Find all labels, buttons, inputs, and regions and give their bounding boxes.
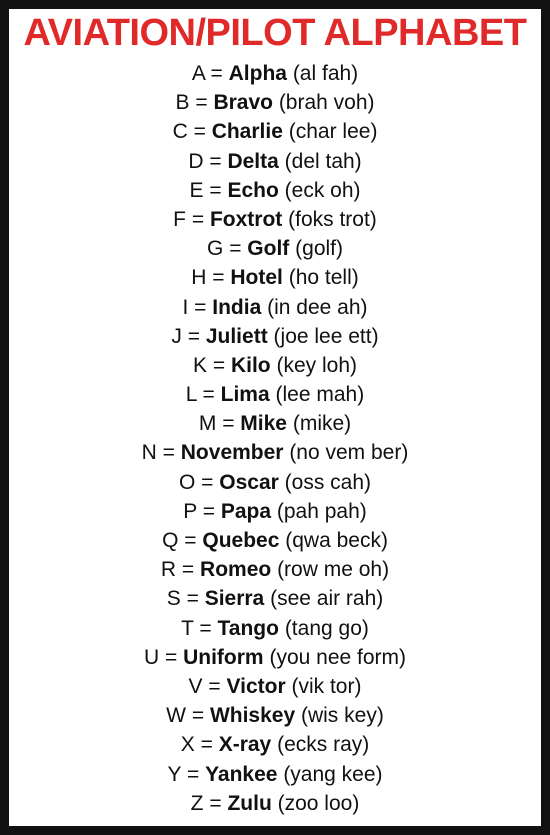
entry-letter: Q xyxy=(162,529,179,552)
equals-sign: = xyxy=(210,62,223,85)
entry-pronunciation: (lee mah) xyxy=(275,383,365,407)
entry-pronunciation: (row me oh) xyxy=(277,558,390,582)
entry-pronunciation: (yang kee) xyxy=(283,762,383,786)
equals-sign: = xyxy=(212,266,225,290)
entry-codeword: Quebec xyxy=(202,529,280,552)
entry-letter: H xyxy=(191,266,207,290)
entry-codeword: Juliett xyxy=(205,324,268,348)
equals-sign: = xyxy=(222,412,235,436)
entry-letter: X xyxy=(180,733,195,757)
alphabet-entry xyxy=(9,234,541,263)
entry-codeword: Uniform xyxy=(183,645,264,669)
entry-codeword: Tango xyxy=(217,616,279,640)
alphabet-entry xyxy=(9,351,541,380)
alphabet-entry xyxy=(9,176,541,205)
entry-codeword: Mike xyxy=(240,412,287,436)
entry-letter: I xyxy=(182,295,189,319)
entry-letter: P xyxy=(183,499,197,523)
entry-pronunciation: (brah voh) xyxy=(278,91,375,115)
entry-pronunciation: (tang go) xyxy=(284,616,369,640)
page-title: AVIATION/PILOT ALPHABET xyxy=(23,12,527,54)
alphabet-entry xyxy=(9,672,541,701)
entry-letter: M xyxy=(198,412,217,436)
entry-letter: U xyxy=(143,645,160,669)
entry-letter: S xyxy=(166,587,181,611)
entry-pronunciation: (key loh) xyxy=(276,353,357,377)
equals-sign: = xyxy=(209,791,222,815)
entry-codeword: November xyxy=(180,441,284,465)
entry-pronunciation: (you nee form) xyxy=(269,645,407,669)
alphabet-entry xyxy=(9,760,541,789)
entry-pronunciation: (foks trot) xyxy=(288,207,377,231)
equals-sign: = xyxy=(194,295,207,319)
equals-sign: = xyxy=(186,762,200,786)
entry-letter: L xyxy=(185,383,197,407)
alphabet-entry xyxy=(9,117,541,146)
entry-letter: Y xyxy=(167,762,182,786)
alphabet-entry xyxy=(9,701,541,730)
equals-sign: = xyxy=(162,441,175,465)
entry-pronunciation: (see air rah) xyxy=(270,587,384,611)
entry-pronunciation: (mike) xyxy=(292,412,352,436)
entry-pronunciation: (no vem ber) xyxy=(289,441,409,465)
equals-sign: = xyxy=(202,499,215,523)
entry-codeword: Sierra xyxy=(204,587,265,611)
entry-letter: W xyxy=(166,704,186,728)
entry-pronunciation: (del tah) xyxy=(284,149,362,173)
entry-codeword: Oscar xyxy=(219,470,279,494)
alphabet-entry xyxy=(9,322,541,351)
entry-letter: B xyxy=(175,91,190,115)
alphabet-entry xyxy=(9,205,541,234)
equals-sign: = xyxy=(202,383,215,407)
entry-codeword: Foxtrot xyxy=(209,207,283,231)
alphabet-entry xyxy=(9,468,541,497)
entry-codeword: Hotel xyxy=(230,266,283,290)
equals-sign: = xyxy=(208,674,221,698)
entry-pronunciation: (eck oh) xyxy=(284,178,361,202)
entry-codeword: Zulu xyxy=(227,791,272,815)
entry-letter: G xyxy=(207,237,224,261)
alphabet-entry xyxy=(9,380,541,409)
entry-pronunciation: (oss cah) xyxy=(284,470,372,494)
equals-sign: = xyxy=(195,91,208,115)
equals-sign: = xyxy=(184,529,197,552)
entry-codeword: Papa xyxy=(220,499,272,523)
entry-letter: V xyxy=(188,674,203,698)
entry-codeword: Yankee xyxy=(205,762,278,786)
equals-sign: = xyxy=(212,353,226,377)
entry-codeword: Echo xyxy=(227,178,279,202)
alphabet-entry xyxy=(9,293,541,322)
equals-sign: = xyxy=(201,470,214,494)
entry-letter: T xyxy=(181,616,194,640)
equals-sign: = xyxy=(186,587,199,611)
alphabet-entry xyxy=(9,643,541,672)
equals-sign: = xyxy=(165,645,178,669)
entry-codeword: Lima xyxy=(220,383,270,407)
entry-pronunciation: (char lee) xyxy=(288,120,378,144)
entry-letter: N xyxy=(141,441,157,465)
equals-sign: = xyxy=(187,324,200,348)
equals-sign: = xyxy=(181,558,195,582)
entry-pronunciation: (ecks ray) xyxy=(277,733,370,757)
entry-letter: A xyxy=(191,62,205,85)
alphabet-entry xyxy=(9,59,541,88)
equals-sign: = xyxy=(199,616,212,640)
entry-codeword: Charlie xyxy=(211,120,283,144)
entry-pronunciation: (wis key) xyxy=(300,704,384,728)
alphabet-entry xyxy=(9,584,541,613)
entry-letter: E xyxy=(189,178,204,202)
alphabet-entry xyxy=(9,263,541,292)
equals-sign: = xyxy=(209,149,222,173)
entry-codeword: India xyxy=(212,295,262,319)
equals-sign: = xyxy=(229,237,242,261)
entry-letter: J xyxy=(171,324,182,348)
entry-codeword: Whiskey xyxy=(209,704,296,728)
alphabet-entry xyxy=(9,438,541,467)
entry-codeword: Romeo xyxy=(200,558,272,582)
entry-letter: O xyxy=(178,470,196,494)
entry-letter: R xyxy=(160,558,177,582)
alphabet-entry xyxy=(9,497,541,526)
entry-codeword: Alpha xyxy=(228,62,287,85)
entry-letter: F xyxy=(173,207,186,231)
alphabet-entry xyxy=(9,88,541,117)
entry-codeword: Kilo xyxy=(230,353,271,377)
equals-sign: = xyxy=(191,704,205,728)
alphabet-list xyxy=(9,59,541,818)
equals-sign: = xyxy=(193,120,206,144)
alphabet-entry xyxy=(9,526,541,555)
entry-letter: K xyxy=(192,353,207,377)
entry-pronunciation: (qwa beck) xyxy=(285,529,388,552)
entry-codeword: Delta xyxy=(227,149,279,173)
alphabet-entry xyxy=(9,555,541,584)
alphabet-entry xyxy=(9,730,541,759)
entry-pronunciation: (ho tell) xyxy=(288,266,359,290)
equals-sign: = xyxy=(209,178,222,202)
alphabet-entry xyxy=(9,789,541,818)
entry-codeword: Golf xyxy=(247,237,290,261)
alphabet-entry xyxy=(9,409,541,438)
entry-pronunciation: (joe lee ett) xyxy=(273,324,379,348)
alphabet-entry xyxy=(9,147,541,176)
entry-codeword: Bravo xyxy=(213,91,273,115)
entry-codeword: X-ray xyxy=(218,733,272,757)
entry-pronunciation: (vik tor) xyxy=(291,674,362,698)
entry-pronunciation: (zoo loo) xyxy=(277,791,360,815)
alphabet-entry xyxy=(9,614,541,643)
entry-pronunciation: (pah pah) xyxy=(276,499,367,523)
entry-pronunciation: (al fah) xyxy=(292,62,359,85)
entry-codeword: Victor xyxy=(226,674,286,698)
entry-letter: Z xyxy=(190,791,204,815)
equals-sign: = xyxy=(200,733,213,757)
entry-letter: C xyxy=(172,120,188,144)
entry-pronunciation: (in dee ah) xyxy=(267,295,368,319)
entry-pronunciation: (golf) xyxy=(295,237,343,261)
equals-sign: = xyxy=(191,207,205,231)
entry-letter: D xyxy=(188,149,204,173)
